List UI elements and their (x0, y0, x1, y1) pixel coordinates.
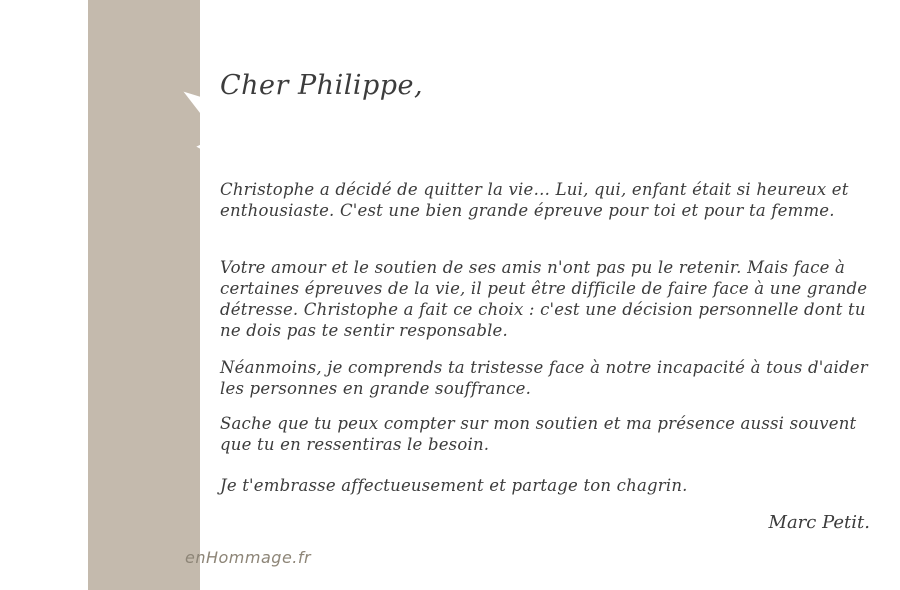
site-watermark: enHommage.fr (185, 548, 312, 567)
letter-signature: Marc Petit. (768, 512, 870, 533)
letter-paragraph: Votre amour et le soutien de ses amis n'ont pas pu le retenir. Mais face à certaines épreuves de la vie, il peut être difficile de faire face à une grande détresse. Christophe a fait ce choix : c'est une décision personnelle dont tu ne dois pas te sentir responsable. (220, 257, 868, 340)
sidebar (88, 0, 312, 590)
letter-paragraph: Néanmoins, je comprends ta tristesse face à notre incapacité à tous d'aider les personnes en grande souffrance. (220, 357, 868, 398)
letter-paragraph: Je t'embrasse affectueusement et partage ton chagrin. (220, 475, 688, 495)
letter-paragraph: Christophe a décidé de quitter la vie… Lui, qui, enfant était si heureux et enthousiaste. C'est une bien grande épreuve pour toi et pour ta femme. (220, 179, 849, 220)
letter-body (220, 0, 875, 590)
letter-greeting: Cher Philippe, (220, 70, 424, 101)
letter-paragraph: Sache que tu peux compter sur mon soutien et ma présence aussi souvent que tu en ressentiras le besoin. (220, 413, 857, 454)
